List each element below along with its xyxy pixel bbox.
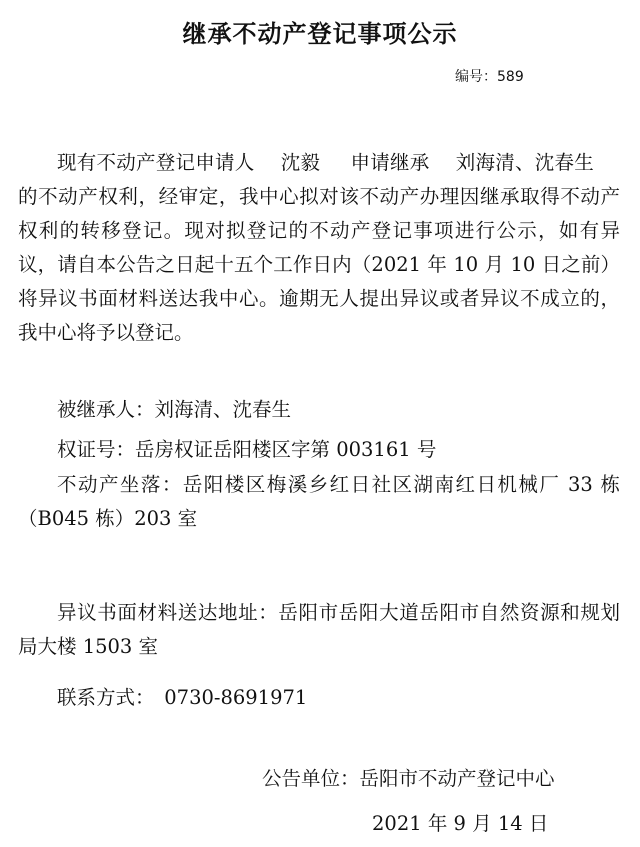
document-title: 继承不动产登记事项公示 [182, 20, 458, 48]
document-number: 编号：589 [455, 69, 524, 85]
heir-line: 被继承人：刘海清、沈春生 [57, 398, 292, 421]
notice-date: 2021 年 9 月 14 日 [372, 812, 549, 835]
decedent-names: 刘海清、沈春生 [455, 151, 594, 174]
issuer-line: 公告单位：岳阳市不动产登记中心 [262, 767, 555, 790]
applicant-name: 沈毅 [280, 151, 321, 174]
objection-address: 异议书面材料送达地址：岳阳市岳阳大道岳阳市自然资源和规划局大楼 1503 室 [18, 601, 620, 658]
contact-line: 联系方式： 0730-8691971 [57, 686, 308, 709]
apply-text: 申请继承 [350, 151, 430, 174]
intro-text: 现有不动产登记申请人 [57, 151, 255, 174]
notice-body: 的不动产权利，经审定，我中心拟对该不动产办理因继承取得不动产权利的转移登记。现对拟登记的不动产登记事项进行公示，如有异议，请自本公告之日起十五个工作日内（2021 年 10 月 10 日之前）将异议书面材料送达我中心。逾期无人提出异议或者异议不成立的，我中心将予以登记。 [18, 185, 620, 344]
notice-paragraph [18, 146, 620, 350]
property-location: 不动产坐落：岳阳楼区梅溪乡红日社区湖南红日机械厂 33 栋（B045 栋）203 室 [18, 473, 620, 530]
certificate-line: 权证号：岳房权证岳阳楼区字第 003161 号 [57, 438, 437, 461]
